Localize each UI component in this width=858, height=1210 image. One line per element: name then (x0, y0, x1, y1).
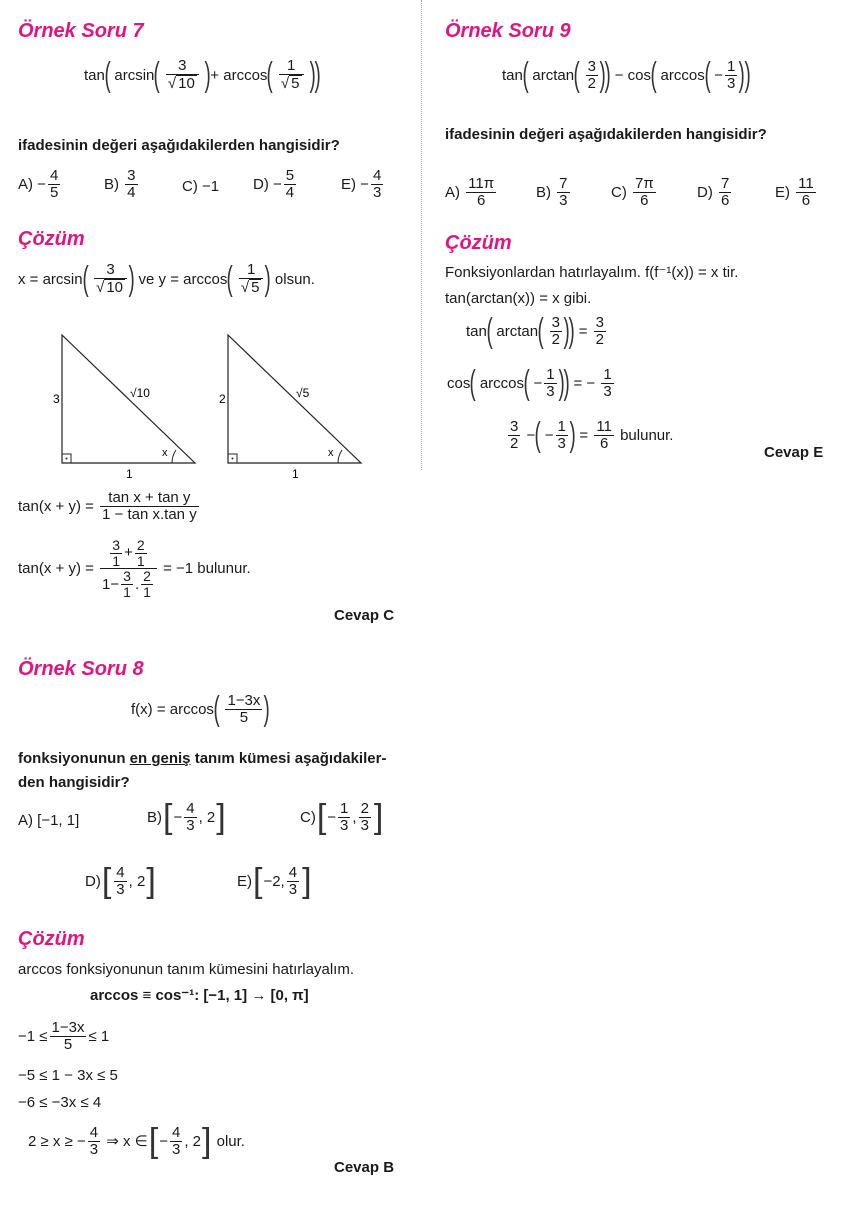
q9-option-e[interactable]: E) $\frac{11}{6}$ (775, 175, 814, 209)
q7-expression: tan( arcsin( $\frac{3}{√ 10}$ )+ arccos( $\frac{1}{√ 5}$ )) (84, 56, 321, 94)
sol7-formula-2: tan(x + y) = $\frac{3}{1}$ + $\frac{2}{1}$ 1− $\frac{3}{1}$ . $\frac{2}{1}$ = −1 bulunur. (18, 537, 251, 601)
q7-option-a[interactable]: A) − $\frac{4}{5}$ (18, 167, 59, 201)
q9-option-d[interactable]: D) $\frac{7}{6}$ (697, 175, 730, 209)
q8-function: f(x) = arccos( $\frac{1-3x}{5}$ ) (131, 690, 271, 728)
sol7-heading: Çözüm (18, 228, 85, 250)
q7-question: ifadesinin değeri aşağıdakilerden hangisidir? (18, 137, 340, 154)
q9-expression: tan( arctan( $\frac{3}{2}$ )) − cos( arccos( − $\frac{1}{3}$ )) (502, 56, 751, 94)
fn-tan: tan (84, 66, 105, 84)
sol8-intro: arccos fonksiyonunun tanım kümesini hatırlayalım. (18, 961, 354, 978)
q9-option-b[interactable]: B) $\frac{7}{3}$ (536, 175, 568, 209)
fn-arcsin: arcsin (114, 66, 155, 84)
triangle-1-angle: x (162, 447, 168, 459)
triangle-1-hyp: √10 (130, 386, 150, 400)
triangle-2-side: 2 (219, 392, 226, 406)
q9-heading: Örnek Soru 9 (445, 20, 571, 42)
sol9-eq-2: cos( arccos( − $\frac{1}{3}$ )) = − $\frac{1}{3}$ (447, 364, 612, 402)
sol9-line-1: Fonksiyonlardan hatırlayalım. f(f⁻¹(x)) = x tir. (445, 264, 739, 281)
q8-heading: Örnek Soru 8 (18, 658, 144, 680)
q7-option-d[interactable]: D) − $\frac{5}{4}$ (253, 167, 295, 201)
sol8-answer: Cevap B (334, 1159, 395, 1176)
q8-option-e[interactable]: E)[−2, $\frac{4}{3}$ ] (237, 862, 312, 900)
q8-option-c[interactable]: C)[− $\frac{1}{3}$ , $\frac{2}{3}$ ] (300, 798, 384, 836)
triangle-1 (40, 330, 210, 480)
triangle-1-base: 1 (126, 467, 133, 480)
sol7-definitions: x = arcsin( $\frac{3}{√ 10}$ ) ve y = arccos( $\frac{1}{√ 5}$ ) olsun. (18, 260, 315, 298)
sol7-formula-1: tan(x + y) = $\frac{\text{tan x + tan y}}{\text{1 − tan x.tan y}}$ (18, 489, 197, 523)
q8-option-d[interactable]: D)[ $\frac{4}{3}$ , 2] (85, 862, 156, 900)
q7-option-b[interactable]: B) $\frac{3}{4}$ (104, 167, 136, 201)
q9-option-c[interactable]: C) $\frac{7\pi}{6}$ (611, 175, 654, 209)
q7-heading: Örnek Soru 7 (18, 20, 144, 42)
sol8-step-4: 2 ≥ x ≥ − $\frac{4}{3}$ ⇒ x ∈[− $\frac{4}{3}$ , 2] olur. (28, 1122, 245, 1160)
triangle-1-side: 3 (53, 392, 60, 406)
triangle-2-hyp: √5 (296, 386, 310, 400)
sol8-heading: Çözüm (18, 928, 85, 950)
q7-option-e[interactable]: E) − $\frac{4}{3}$ (341, 167, 382, 201)
q8-question: fonksiyonunun en geniş tanım kümesi aşağıdakiler- (18, 750, 387, 767)
q8-question-cont: den hangisidir? (18, 774, 130, 791)
sol9-heading: Çözüm (445, 232, 512, 254)
sol9-answer: Cevap E (764, 444, 824, 461)
q9-option-a[interactable]: A) $\frac{11\pi}{6}$ (445, 175, 495, 209)
sol9-eq-3: $\frac{3}{2}$ −( − $\frac{1}{3}$ ) = $\frac{11}{6}$ bulunur. (510, 416, 674, 454)
fn-arccos: arccos (223, 66, 268, 84)
q9-question: ifadesinin değeri aşağıdakilerden hangisidir? (445, 126, 767, 143)
triangle-2-angle: x (328, 447, 334, 459)
sol9-line-2: tan(arctan(x)) = x gibi. (445, 290, 592, 307)
sol8-step-1: −1 ≤ $\frac{1-3x}{5}$ ≤ 1 (18, 1019, 110, 1053)
sol8-step-2: −5 ≤ 1 − 3x ≤ 5 (18, 1067, 118, 1084)
triangle-2 (206, 330, 376, 480)
sol9-eq-1: tan( arctan( $\frac{3}{2}$ )) = $\frac{3}{2}$ (466, 312, 605, 350)
q7-option-c[interactable]: C) −1 (182, 178, 220, 195)
sol8-step-3: −6 ≤ −3x ≤ 4 (18, 1094, 102, 1111)
triangle-2-base: 1 (292, 467, 299, 480)
fraction: $\frac{1}{√ 5}$ (279, 58, 304, 92)
sol8-definition: arccos ≡ cos⁻¹: [−1, 1] → [0, π] (90, 987, 309, 1004)
q8-option-b[interactable]: B)[− $\frac{4}{3}$ , 2] (147, 798, 226, 836)
column-divider (421, 0, 422, 470)
q8-option-a[interactable]: A) [−1, 1] (18, 812, 80, 829)
fraction: $\frac{3}{√ 10}$ (166, 58, 199, 92)
sol7-answer: Cevap C (334, 607, 395, 624)
